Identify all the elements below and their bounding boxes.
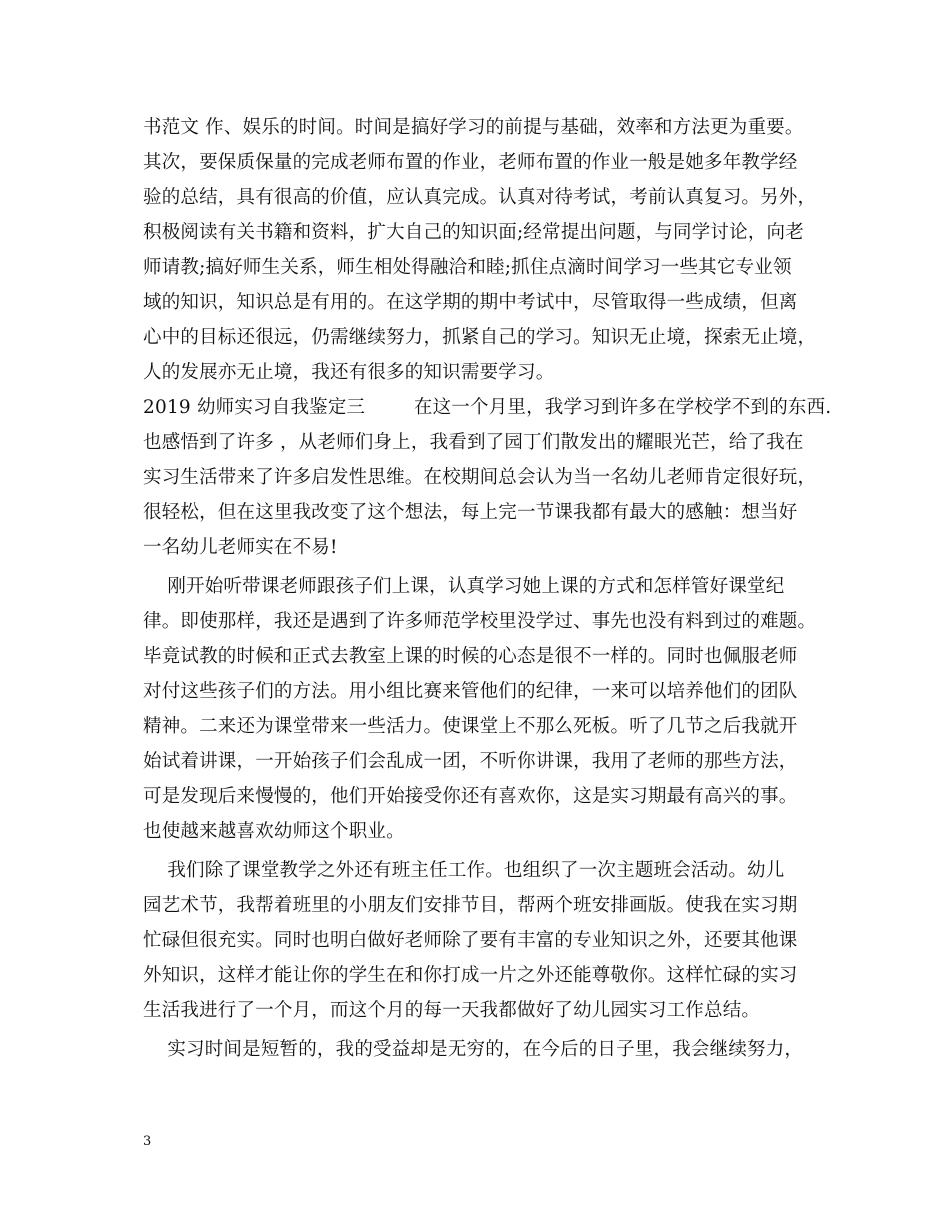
text-line: 人的发展亦无止境，我还有很多的知识需要学习。 [143,362,555,383]
text-line: 也感悟到了许多 ，从老师们身上，我看到了园丁们散发出的耀眼光芒，给了我在 [143,432,804,453]
page-number: 3 [143,1134,152,1149]
text-line: 心中的目标还很远，仍需继续努力，抓紧自己的学习。知识无止境，探索无止境， [143,327,817,348]
text-line: 其次，要保质保量的完成老师布置的作业，老师布置的作业一般是她多年教学经 [143,152,798,173]
text-line: 毕竟试教的时候和正式去教室上课的时候的心态是很不一样的。同时也佩服老师 [143,646,798,667]
text-line: 外知识，这样才能让你的学生在和你打成一片之外还能尊敬你。这样忙碌的实习 [143,965,798,986]
text-line: 我们除了课堂教学之外还有班主任工作。也组织了一次主题班会活动。幼儿 [143,860,785,881]
text-line: 验的总结，具有很高的价值，应认真完成。认真对待考试，考前认真复习。另外， [143,187,817,208]
text-line: 域的知识，知识总是有用的。在这学期的期中考试中，尽管取得一些成绩，但离 [143,292,798,313]
text-line: 一名幼儿老师实在不易! [143,537,338,558]
text-line: 律。即使那样，我还是遇到了许多师范学校里没学过、事先也没有料到过的难题。 [143,611,817,632]
text-line: 很轻松，但在这里我改变了这个想法，每上完一节课我都有最大的感触：想当好 [143,502,798,523]
text-line: 书范文 作、娱乐的时间。时间是搞好学习的前提与基础，效率和方法更为重要。 [143,117,804,138]
section-heading-line: 2019 幼师实习自我鉴定三 在这一个月里，我学习到许多在学校学不到的东西. [143,397,832,418]
text-line: 实习生活带来了许多启发性思维。在校期间总会认为当一名幼儿老师肯定很好玩， [143,467,817,488]
text-line: 生活我进行了一个月，而这个月的每一天我都做好了幼儿园实习工作总结。 [143,1000,761,1021]
text-line: 园艺术节，我帮着班里的小朋友们安排节目，帮两个班安排画版。使我在实习期 [143,895,798,916]
text-line: 始试着讲课，一开始孩子们会乱成一团，不听你讲课，我用了老师的那些方法， [143,751,798,772]
text-line: 也使越来越喜欢幼师这个职业。 [143,821,405,842]
text-line: 积极阅读有关书籍和资料，扩大自己的知识面;经常提出问题，与同学讨论，向老 [143,222,804,243]
text-line: 忙碌但很充实。同时也明白做好老师除了要有丰富的专业知识之外，还要其他课 [143,930,798,951]
text-line: 可是发现后来慢慢的，他们开始接受你还有喜欢你，这是实习期最有高兴的事。 [143,786,798,807]
text-line: 对付这些孩子们的方法。用小组比赛来管他们的纪律，一来可以培养他们的团队 [143,681,798,702]
text-line: 刚开始听带课老师跟孩子们上课，认真学习她上课的方式和怎样管好课堂纪 [143,576,785,597]
text-line: 师请教;搞好师生关系，师生相处得融洽和睦;抓住点滴时间学习一些其它专业领 [143,257,792,278]
text-line: 实习时间是短暂的，我的受益却是无穷的，在今后的日子里，我会继续努力， [143,1039,804,1060]
text-line: 精神。二来还为课堂带来一些活力。使课堂上不那么死板。听了几节之后我就开 [143,716,798,737]
